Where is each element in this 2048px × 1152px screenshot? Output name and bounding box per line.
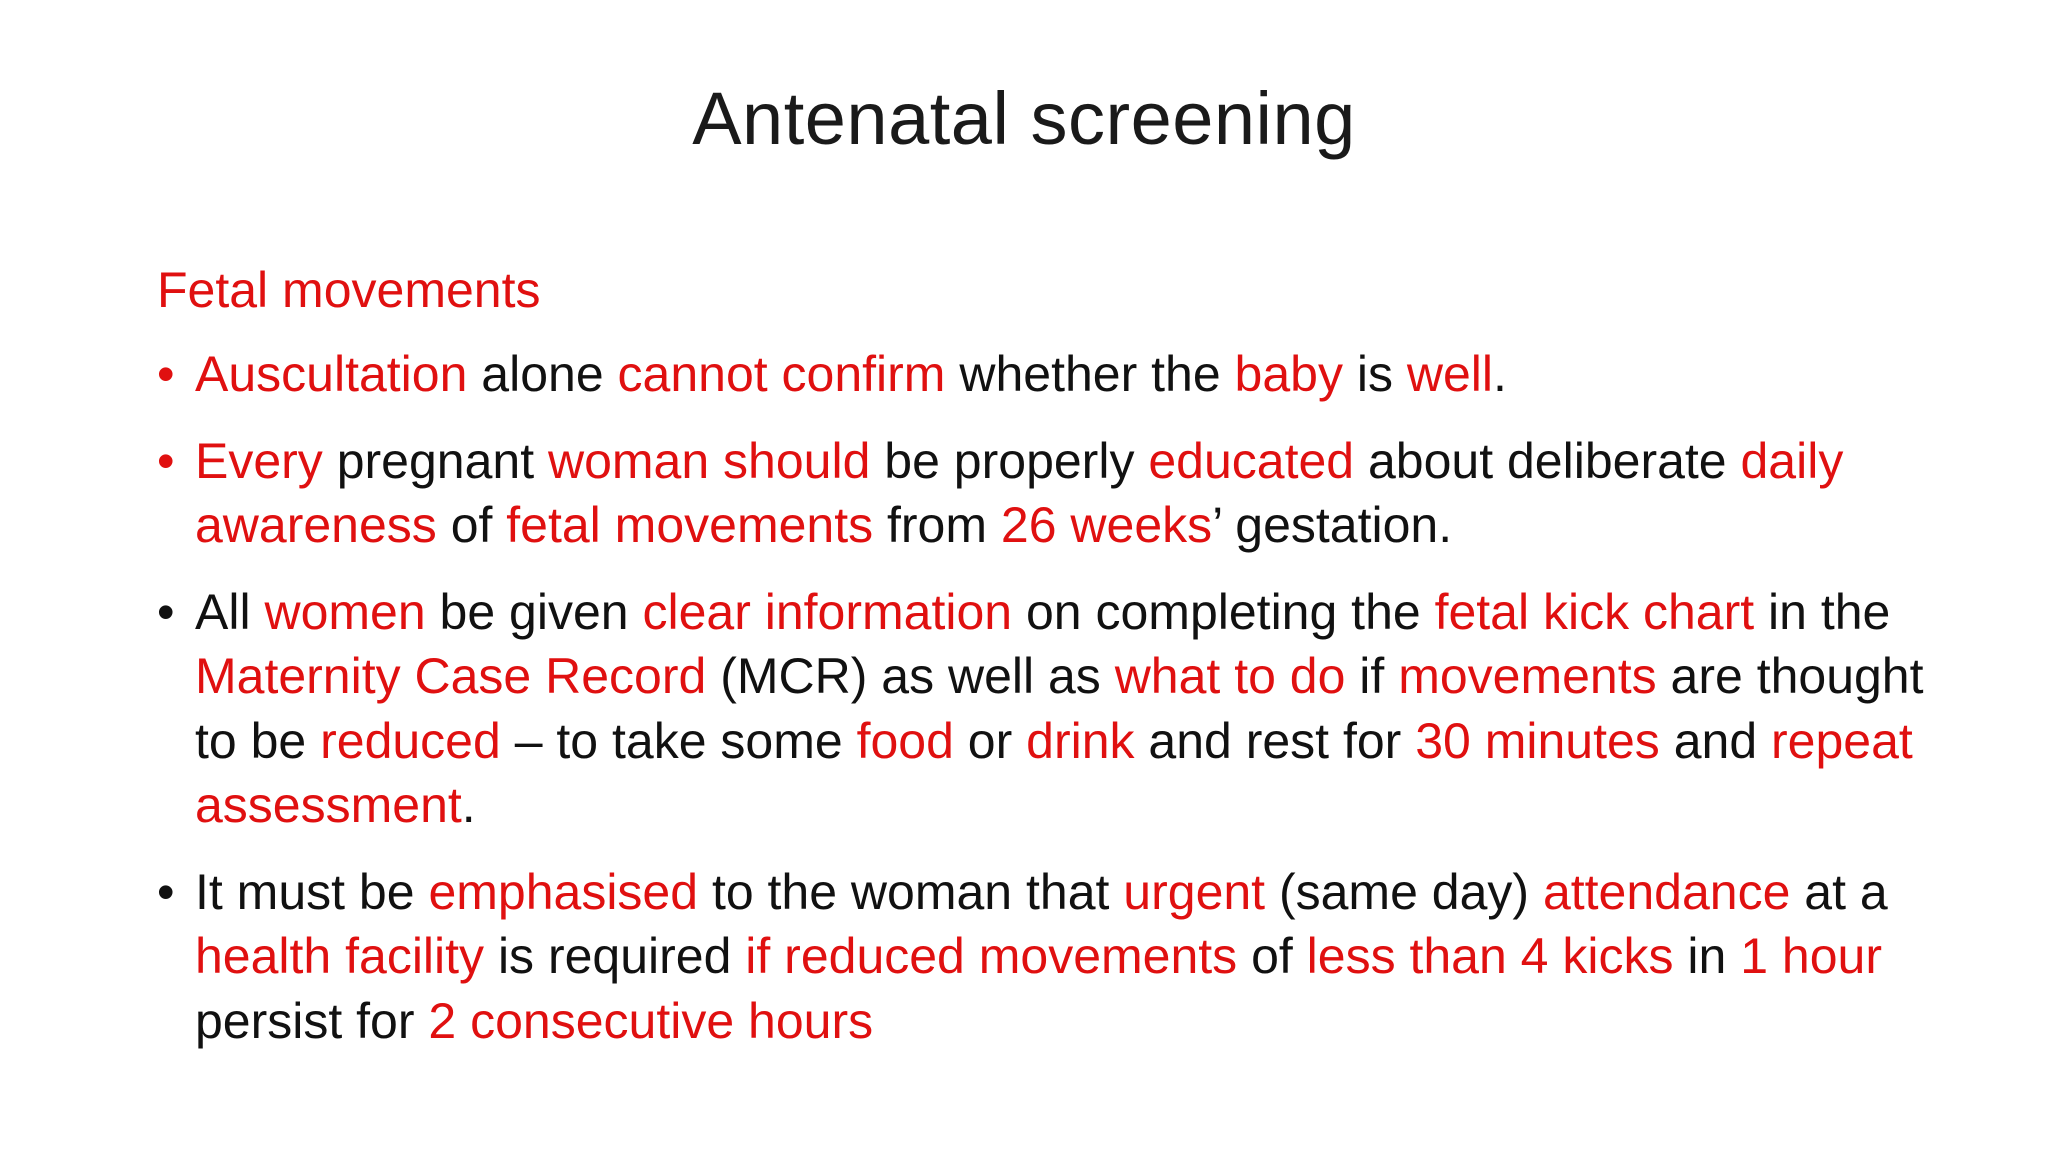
highlighted-text: repeat assessment bbox=[195, 712, 1913, 833]
body-text: if bbox=[1345, 648, 1399, 704]
body-text: in bbox=[1673, 928, 1741, 984]
bullet-marker: • bbox=[157, 432, 175, 489]
highlighted-text: 30 minutes bbox=[1415, 712, 1660, 769]
body-text: from bbox=[873, 497, 1001, 553]
body-text: ’ gestation. bbox=[1212, 497, 1453, 553]
highlighted-text: reduced bbox=[320, 712, 501, 769]
highlighted-text: fetal movements bbox=[506, 497, 874, 553]
body-text: persist for bbox=[195, 992, 429, 1049]
body-text: . bbox=[461, 777, 476, 833]
bullet-item bbox=[157, 860, 1937, 1054]
highlighted-text: health facility bbox=[195, 928, 485, 984]
body-text: is bbox=[1342, 346, 1407, 402]
body-text: on completing the bbox=[1012, 583, 1435, 640]
body-text: . bbox=[1493, 346, 1507, 402]
body-text: – to take some bbox=[500, 712, 857, 769]
bullet-marker: • bbox=[157, 346, 175, 402]
body-text: It must be bbox=[195, 863, 429, 920]
body-text: pregnant bbox=[322, 432, 548, 489]
bullet-list bbox=[157, 342, 1937, 1053]
highlighted-text: drink bbox=[1026, 712, 1135, 769]
bullet-marker: • bbox=[157, 863, 175, 920]
body-text: and rest for bbox=[1134, 712, 1416, 769]
highlighted-text: cannot confirm bbox=[617, 346, 946, 402]
highlighted-text: educated bbox=[1148, 432, 1355, 489]
body-text: in the bbox=[1754, 583, 1891, 640]
body-text: at a bbox=[1790, 863, 1888, 920]
highlighted-text: urgent bbox=[1123, 863, 1266, 920]
highlighted-text: what to do bbox=[1114, 648, 1346, 704]
highlighted-text: woman should bbox=[547, 432, 871, 489]
highlighted-text: well bbox=[1406, 346, 1493, 402]
body-text: of bbox=[1237, 928, 1307, 984]
highlighted-text: clear information bbox=[642, 583, 1013, 640]
highlighted-text: Every bbox=[195, 432, 323, 489]
highlighted-text: 1 hour bbox=[1740, 928, 1882, 984]
highlighted-text: Maternity Case Record bbox=[195, 648, 707, 704]
body-text: and bbox=[1659, 712, 1772, 769]
bullet-marker: • bbox=[157, 583, 175, 640]
body-text: to the woman that bbox=[698, 863, 1124, 920]
bullet-item bbox=[157, 429, 1937, 558]
highlighted-text: Auscultation bbox=[195, 346, 468, 402]
highlighted-text: food bbox=[856, 712, 954, 769]
body-text: be properly bbox=[870, 432, 1149, 489]
highlighted-text: daily awareness bbox=[195, 432, 1844, 553]
body-text: are thought to be bbox=[195, 648, 1924, 769]
body-text: (same day) bbox=[1265, 863, 1543, 920]
highlighted-text: 2 consecutive hours bbox=[428, 992, 874, 1049]
highlighted-text: emphasised bbox=[428, 863, 699, 920]
highlighted-text: fetal kick chart bbox=[1434, 583, 1755, 640]
highlighted-text: movements bbox=[1398, 648, 1657, 704]
body-text: or bbox=[953, 712, 1027, 769]
slide-title: Antenatal screening bbox=[692, 77, 1356, 160]
highlighted-text: if reduced movements bbox=[745, 928, 1238, 984]
section-heading: Fetal movements bbox=[157, 262, 541, 318]
body-text: is required bbox=[484, 928, 746, 984]
highlighted-text: women bbox=[264, 583, 426, 640]
body-text: about deliberate bbox=[1354, 432, 1741, 489]
body-text: (MCR) as well as bbox=[706, 648, 1115, 704]
highlighted-text: baby bbox=[1234, 346, 1343, 402]
bullet-item bbox=[157, 342, 1937, 407]
body-text: alone bbox=[467, 346, 618, 402]
body-text: All bbox=[195, 583, 265, 640]
body-text: be given bbox=[425, 583, 643, 640]
slide-content bbox=[157, 258, 1937, 1075]
highlighted-text: 26 weeks bbox=[1000, 497, 1213, 553]
highlighted-text: less than 4 kicks bbox=[1306, 928, 1674, 984]
bullet-item bbox=[157, 580, 1937, 838]
body-text: of bbox=[436, 497, 507, 553]
highlighted-text: attendance bbox=[1542, 863, 1791, 920]
body-text: whether the bbox=[945, 346, 1235, 402]
